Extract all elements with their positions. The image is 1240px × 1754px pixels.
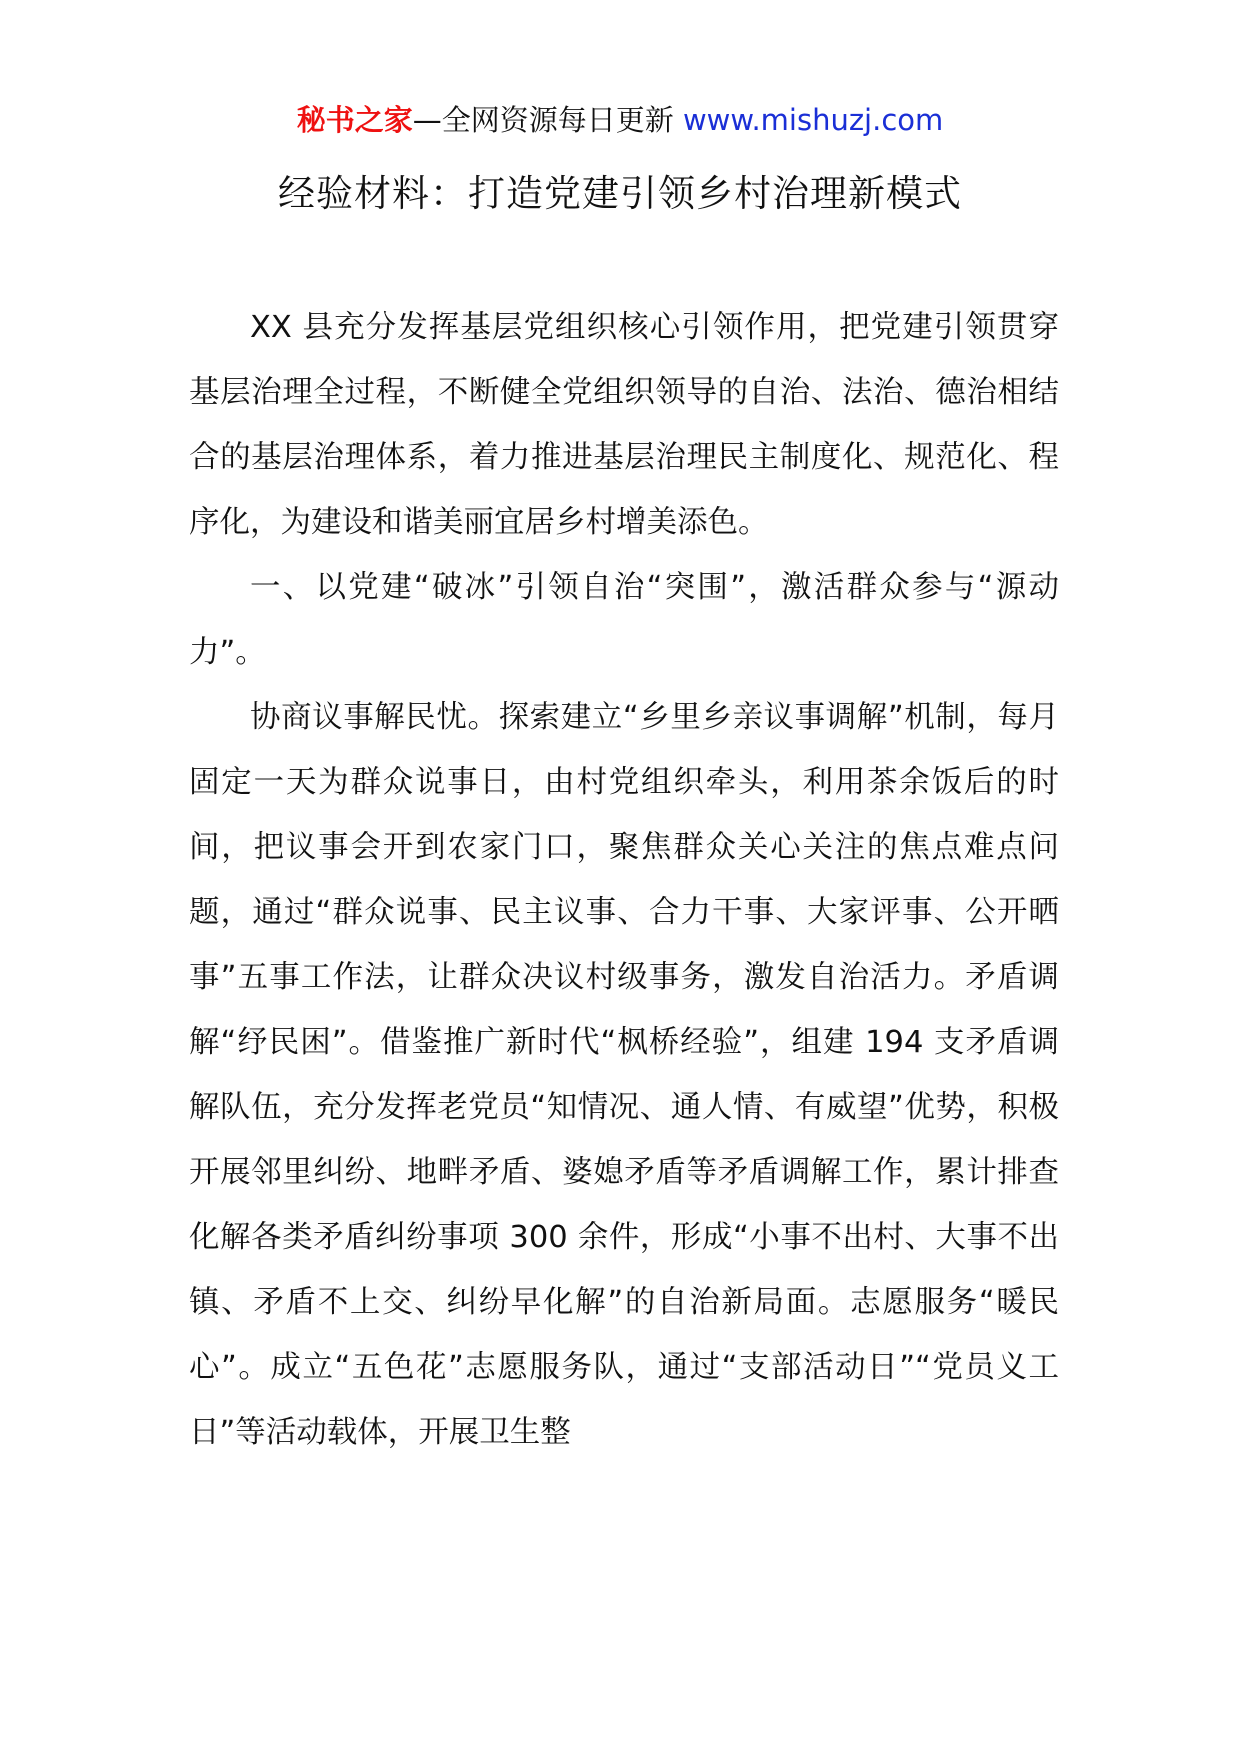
paragraph-intro: XX 县充分发挥基层党组织核心引领作用，把党建引领贯穿基层治理全过程，不断健全党组织领导的自治、法治、德治相结合的基层治理体系，着力推进基层治理民主制度化、规范化、程序化，为建设和谐美丽宜居乡村增美添色。 xyxy=(189,310,1059,540)
brand-name: 秘书之家 xyxy=(296,103,413,137)
document-title: 经验材料：打造党建引领乡村治理新模式 xyxy=(278,172,962,215)
site-url-link[interactable]: www.mishuzj.com xyxy=(682,103,944,137)
paragraph-section-heading: 一、以党建“破冰”引领自治“突围”，激活群众参与“源动力”。 xyxy=(189,570,1059,670)
paragraph-content: 协商议事解民忧。探索建立“乡里乡亲议事调解”机制，每月固定一天为群众说事日，由村党组织牵头，利用茶余饭后的时间，把议事会开到农家门口，聚焦群众关心关注的焦点难点问题，通过“群众说事、民主议事、合力干事、大家评事、公开晒事”五事工作法，让群众决议村级事务，激发自治活力。矛盾调解“纾民困”。借鉴推广新时代“枫桥经验”，组建 194 支矛盾调解队伍，充分发挥老党员“知情况、通人情、有威望”优势，积极开展邻里纠纷、地畔矛盾、婆媳矛盾等矛盾调解工作，累计排查化解各类矛盾纠纷事项 300 余件，形成“小事不出村、大事不出镇、矛盾不上交、纠纷早化解”的自治新局面。志愿服务“暖民心”。成立“五色花”志愿服务队，通过“支部活动日”“党员义工日”等活动载体，开展卫生整 xyxy=(189,700,1059,1450)
site-header xyxy=(0,100,1240,140)
header-slogan: —全网资源每日更新 xyxy=(412,103,674,137)
document-body xyxy=(189,295,1059,1465)
